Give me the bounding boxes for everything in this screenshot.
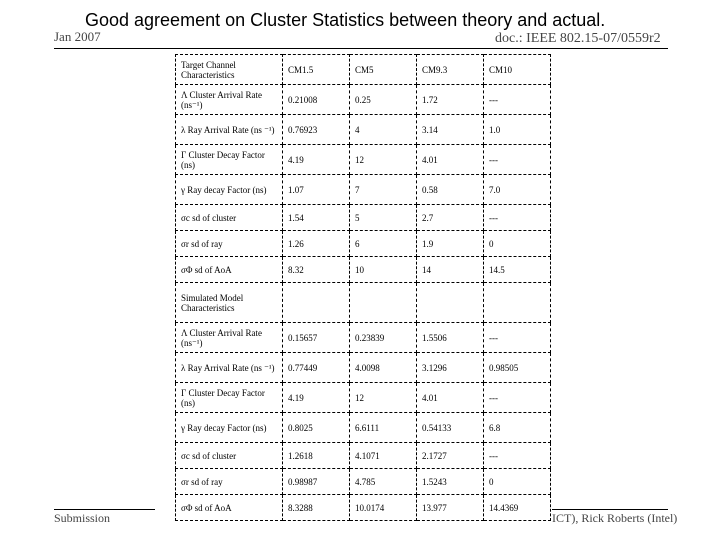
table-row: [176, 231, 551, 257]
table-row: [176, 413, 551, 443]
slide-title: Good agreement on Cluster Statistics between theory and actual.: [85, 10, 606, 30]
value-cell: 0.23839: [350, 323, 417, 353]
row-label-cell: γ Ray decay Factor (ns): [176, 413, 283, 443]
header-date: Jan 2007: [54, 29, 101, 44]
value-cell: ---: [484, 85, 551, 115]
table-row: [176, 469, 551, 495]
header-doc-id: doc.: IEEE 802.15-07/0559r2: [495, 31, 661, 46]
value-cell: 12: [350, 145, 417, 175]
value-cell: 4.785: [350, 469, 417, 495]
table-row: [176, 85, 551, 115]
table-row: [176, 443, 551, 469]
row-label-cell: Λ Cluster Arrival Rate (ns⁻¹): [176, 323, 283, 353]
value-cell: CM1.5: [283, 55, 350, 85]
row-label-cell: σc sd of cluster: [176, 205, 283, 231]
value-cell: 0.8025: [283, 413, 350, 443]
value-cell: 0: [484, 469, 551, 495]
value-cell: 10: [350, 257, 417, 283]
value-cell: 1.5506: [417, 323, 484, 353]
value-cell: ---: [484, 443, 551, 469]
row-label-cell: Simulated Model Characteristics: [176, 283, 283, 323]
value-cell: 3.1296: [417, 353, 484, 383]
footer-rule-left: [54, 509, 155, 510]
value-cell: 8.3288: [283, 495, 350, 521]
table-row: [176, 353, 551, 383]
row-label-cell: λ Ray Arrival Rate (ns ⁻¹): [176, 115, 283, 145]
value-cell: [283, 283, 350, 323]
statistics-table: [175, 54, 551, 521]
row-label-cell: Γ Cluster Decay Factor (ns): [176, 383, 283, 413]
value-cell: 7: [350, 175, 417, 205]
value-cell: 4.19: [283, 383, 350, 413]
value-cell: 4: [350, 115, 417, 145]
table-row: [176, 323, 551, 353]
value-cell: [484, 283, 551, 323]
value-cell: 1.5243: [417, 469, 484, 495]
table-row: [176, 145, 551, 175]
value-cell: 1.72: [417, 85, 484, 115]
table-row: [176, 383, 551, 413]
value-cell: ---: [484, 205, 551, 231]
value-cell: 4.1071: [350, 443, 417, 469]
row-label-cell: σr sd of ray: [176, 231, 283, 257]
value-cell: 1.2618: [283, 443, 350, 469]
value-cell: 4.19: [283, 145, 350, 175]
value-cell: 0.54133: [417, 413, 484, 443]
value-cell: 10.0174: [350, 495, 417, 521]
value-cell: 0.25: [350, 85, 417, 115]
value-cell: 6.8: [484, 413, 551, 443]
value-cell: 1.07: [283, 175, 350, 205]
row-label-cell: σr sd of ray: [176, 469, 283, 495]
footer-rule-right: [552, 509, 668, 510]
value-cell: 3.14: [417, 115, 484, 145]
value-cell: 14: [417, 257, 484, 283]
value-cell: 14.4369: [484, 495, 551, 521]
row-label-cell: σΦ sd of AoA: [176, 257, 283, 283]
value-cell: 4.01: [417, 383, 484, 413]
header-rule: [54, 48, 668, 49]
row-label-cell: λ Ray Arrival Rate (ns ⁻¹): [176, 353, 283, 383]
value-cell: 7.0: [484, 175, 551, 205]
value-cell: 1.26: [283, 231, 350, 257]
table-row: [176, 175, 551, 205]
table-row: [176, 55, 551, 85]
table-row: [176, 257, 551, 283]
value-cell: ---: [484, 323, 551, 353]
value-cell: 14.5: [484, 257, 551, 283]
value-cell: 6.6111: [350, 413, 417, 443]
value-cell: CM9.3: [417, 55, 484, 85]
footer-submission: Submission: [54, 511, 111, 525]
value-cell: 6: [350, 231, 417, 257]
value-cell: 1.9: [417, 231, 484, 257]
value-cell: 0.15657: [283, 323, 350, 353]
value-cell: 4.01: [417, 145, 484, 175]
value-cell: 4.0098: [350, 353, 417, 383]
table-row: [176, 283, 551, 323]
value-cell: 8.32: [283, 257, 350, 283]
value-cell: 1.0: [484, 115, 551, 145]
table-row: [176, 115, 551, 145]
value-cell: CM5: [350, 55, 417, 85]
row-label-cell: Λ Cluster Arrival Rate (ns⁻¹): [176, 85, 283, 115]
value-cell: CM10: [484, 55, 551, 85]
value-cell: [417, 283, 484, 323]
value-cell: 0.77449: [283, 353, 350, 383]
row-label-cell: Target Channel Characteristics: [176, 55, 283, 85]
value-cell: [350, 283, 417, 323]
value-cell: 0.98987: [283, 469, 350, 495]
value-cell: 0.21008: [283, 85, 350, 115]
value-cell: 0: [484, 231, 551, 257]
value-cell: 1.54: [283, 205, 350, 231]
row-label-cell: σΦ sd of AoA: [176, 495, 283, 521]
value-cell: 0.76923: [283, 115, 350, 145]
row-label-cell: Γ Cluster Decay Factor (ns): [176, 145, 283, 175]
value-cell: ---: [484, 145, 551, 175]
value-cell: 12: [350, 383, 417, 413]
table-row: [176, 495, 551, 521]
value-cell: 2.7: [417, 205, 484, 231]
row-label-cell: γ Ray decay Factor (ns): [176, 175, 283, 205]
row-label-cell: σc sd of cluster: [176, 443, 283, 469]
value-cell: 2.1727: [417, 443, 484, 469]
table-row: [176, 205, 551, 231]
footer-authors: ICT), Rick Roberts (Intel): [552, 511, 678, 525]
value-cell: 0.58: [417, 175, 484, 205]
value-cell: 5: [350, 205, 417, 231]
value-cell: 13.977: [417, 495, 484, 521]
value-cell: ---: [484, 383, 551, 413]
value-cell: 0.98505: [484, 353, 551, 383]
